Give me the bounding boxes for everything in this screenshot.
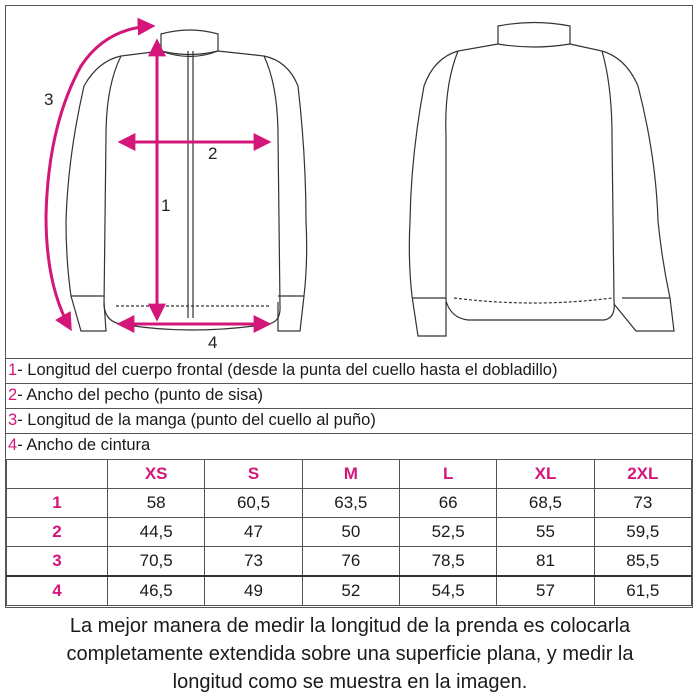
table-cell: 63,5: [302, 489, 399, 518]
table-cell: 55: [497, 518, 594, 547]
table-cell: 52: [302, 576, 399, 606]
size-header: XS: [108, 460, 205, 489]
diagram-label-4: 4: [208, 333, 218, 352]
jacket-back: [409, 23, 674, 337]
table-cell: 50: [302, 518, 399, 547]
table-cell: 76: [302, 547, 399, 577]
table-cell: 73: [205, 547, 302, 577]
diagram-label-2: 2: [208, 144, 218, 163]
size-header: M: [302, 460, 399, 489]
table-cell: 68,5: [497, 489, 594, 518]
diagram-label-3: 3: [44, 90, 54, 109]
table-cell: 66: [399, 489, 496, 518]
measurement-note: [0, 612, 700, 696]
size-header-row: [7, 460, 692, 489]
table-cell: 59,5: [594, 518, 691, 547]
row-label: 1: [7, 489, 108, 518]
legend-row-2: 2- Ancho del pecho (punto de sisa): [6, 383, 692, 407]
legend-row-4: 4- Ancho de cintura: [6, 433, 692, 457]
table-cell: 78,5: [399, 547, 496, 577]
table-row: [7, 518, 692, 547]
size-table: [6, 459, 692, 606]
table-cell: 57: [497, 576, 594, 606]
table-row: [7, 489, 692, 518]
table-cell: 81: [497, 547, 594, 577]
table-row: [7, 547, 692, 577]
table-cell: 44,5: [108, 518, 205, 547]
jacket-illustration: [6, 6, 692, 358]
size-header: 2XL: [594, 460, 691, 489]
table-cell: 54,5: [399, 576, 496, 606]
table-cell: 46,5: [108, 576, 205, 606]
size-header: S: [205, 460, 302, 489]
note-line: La mejor manera de medir la longitud de la prenda es colocarla: [69, 615, 631, 637]
table-row: [7, 576, 692, 606]
note-line: completamente extendida sobre una superficie plana, y medir la: [66, 643, 634, 665]
diagram-label-1: 1: [161, 196, 171, 215]
table-cell: 60,5: [205, 489, 302, 518]
legend-row-3: 3- Longitud de la manga (punto del cuello al puño): [6, 408, 692, 432]
table-cell: 52,5: [399, 518, 496, 547]
table-cell: 85,5: [594, 547, 691, 577]
size-header: L: [399, 460, 496, 489]
row-label: 3: [7, 547, 108, 577]
table-cell: 49: [205, 576, 302, 606]
table-cell: 73: [594, 489, 691, 518]
row-label: 4: [7, 576, 108, 606]
table-cell: 61,5: [594, 576, 691, 606]
table-cell: 58: [108, 489, 205, 518]
row-label: 2: [7, 518, 108, 547]
table-cell: 47: [205, 518, 302, 547]
jacket-front: [66, 30, 307, 331]
table-cell: 70,5: [108, 547, 205, 577]
size-header: XL: [497, 460, 594, 489]
corner-cell: [7, 460, 108, 489]
arrow-3-sleeve-length: [46, 26, 152, 328]
note-line: longitud como se muestra en la imagen.: [172, 671, 528, 693]
legend-row-1: 1- Longitud del cuerpo frontal (desde la punta del cuello hasta el dobladillo): [6, 358, 692, 382]
